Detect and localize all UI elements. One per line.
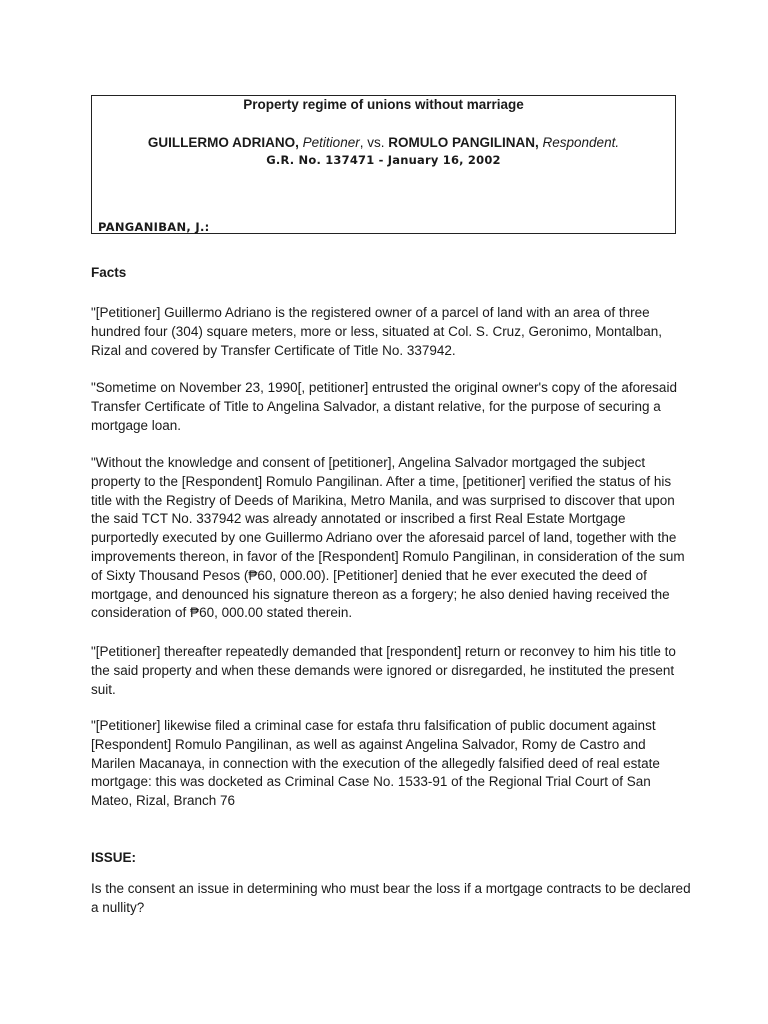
case-parties (92, 135, 675, 150)
facts-paragraph: "[Petitioner] likewise filed a criminal case for estafa thru falsification of public document against [Respondent] Romulo Pangilinan, as well as against Angelina Salvador, Romy de Castro and Marilen Macanaya, in connection with the execution of the allegedly falsified deed of real estate mortgage: this was docketed as Criminal Case No. 1533-91 of the Regional Trial Court of San Mateo, Rizal, Branch 76 (91, 718, 660, 809)
respondent-name: ROMULO PANGILINAN, (388, 135, 539, 150)
case-title: Property regime of unions without marriage (243, 97, 524, 112)
facts-heading: Facts (91, 265, 127, 280)
versus-text: , vs. (359, 135, 385, 150)
facts-paragraph: "Sometime on November 23, 1990[, petitioner] entrusted the original owner's copy of the aforesaid Transfer Certificate of Title to Angelina Salvador, a distant relative, for the purpose of securing a mortgage loan. (91, 380, 677, 433)
gr-number: G.R. No. 137471 - January 16, 2002 (266, 153, 501, 167)
petitioner-name: GUILLERMO ADRIANO, (147, 135, 299, 150)
petitioner-role: Petitioner (302, 135, 360, 150)
facts-paragraph: "[Petitioner] Guillermo Adriano is the registered owner of a parcel of land with an area of three hundred four (304) square meters, more or less, situated at Col. S. Cruz, Geronimo, Montalban, Rizal and covered by Transfer Certificate of Title No. 337942. (91, 305, 663, 358)
respondent-role: Respondent. (542, 135, 620, 150)
ponente: PANGANIBAN, J.: (98, 220, 210, 234)
issue-question: Is the consent an issue in determining who must bear the loss if a mortgage contracts to be declared a nullity? (91, 881, 691, 915)
facts-paragraph: "[Petitioner] thereafter repeatedly demanded that [respondent] return or reconvey to him his title to the said property and when these demands were ignored or disregarded, he instituted the present suit. (91, 644, 676, 697)
case-header-box (91, 95, 676, 234)
facts-paragraph: "Without the knowledge and consent of [petitioner], Angelina Salvador mortgaged the subject property to the [Respondent] Romulo Pangilinan. After a time, [petitioner] verified the status of his title with the Registry of Deeds of Marikina, Metro Manila, and was surprised to discover that upon the said TCT No. 337942 was already annotated or inscribed a first Real Estate Mortgage purportedly executed by one Guillermo Adriano over the aforesaid parcel of land, together with the improvements thereon, in favor of the [Respondent] Romulo Pangilinan, in consideration of the sum of Sixty Thousand Pesos (₱60, 000.00). [Petitioner] denied that he ever executed the deed of mortgage, and denounced his signature thereon as a forgery; he also denied having received the consideration of ₱60, 000.00 stated therein. (91, 455, 685, 621)
issue-heading: ISSUE: (91, 850, 137, 865)
